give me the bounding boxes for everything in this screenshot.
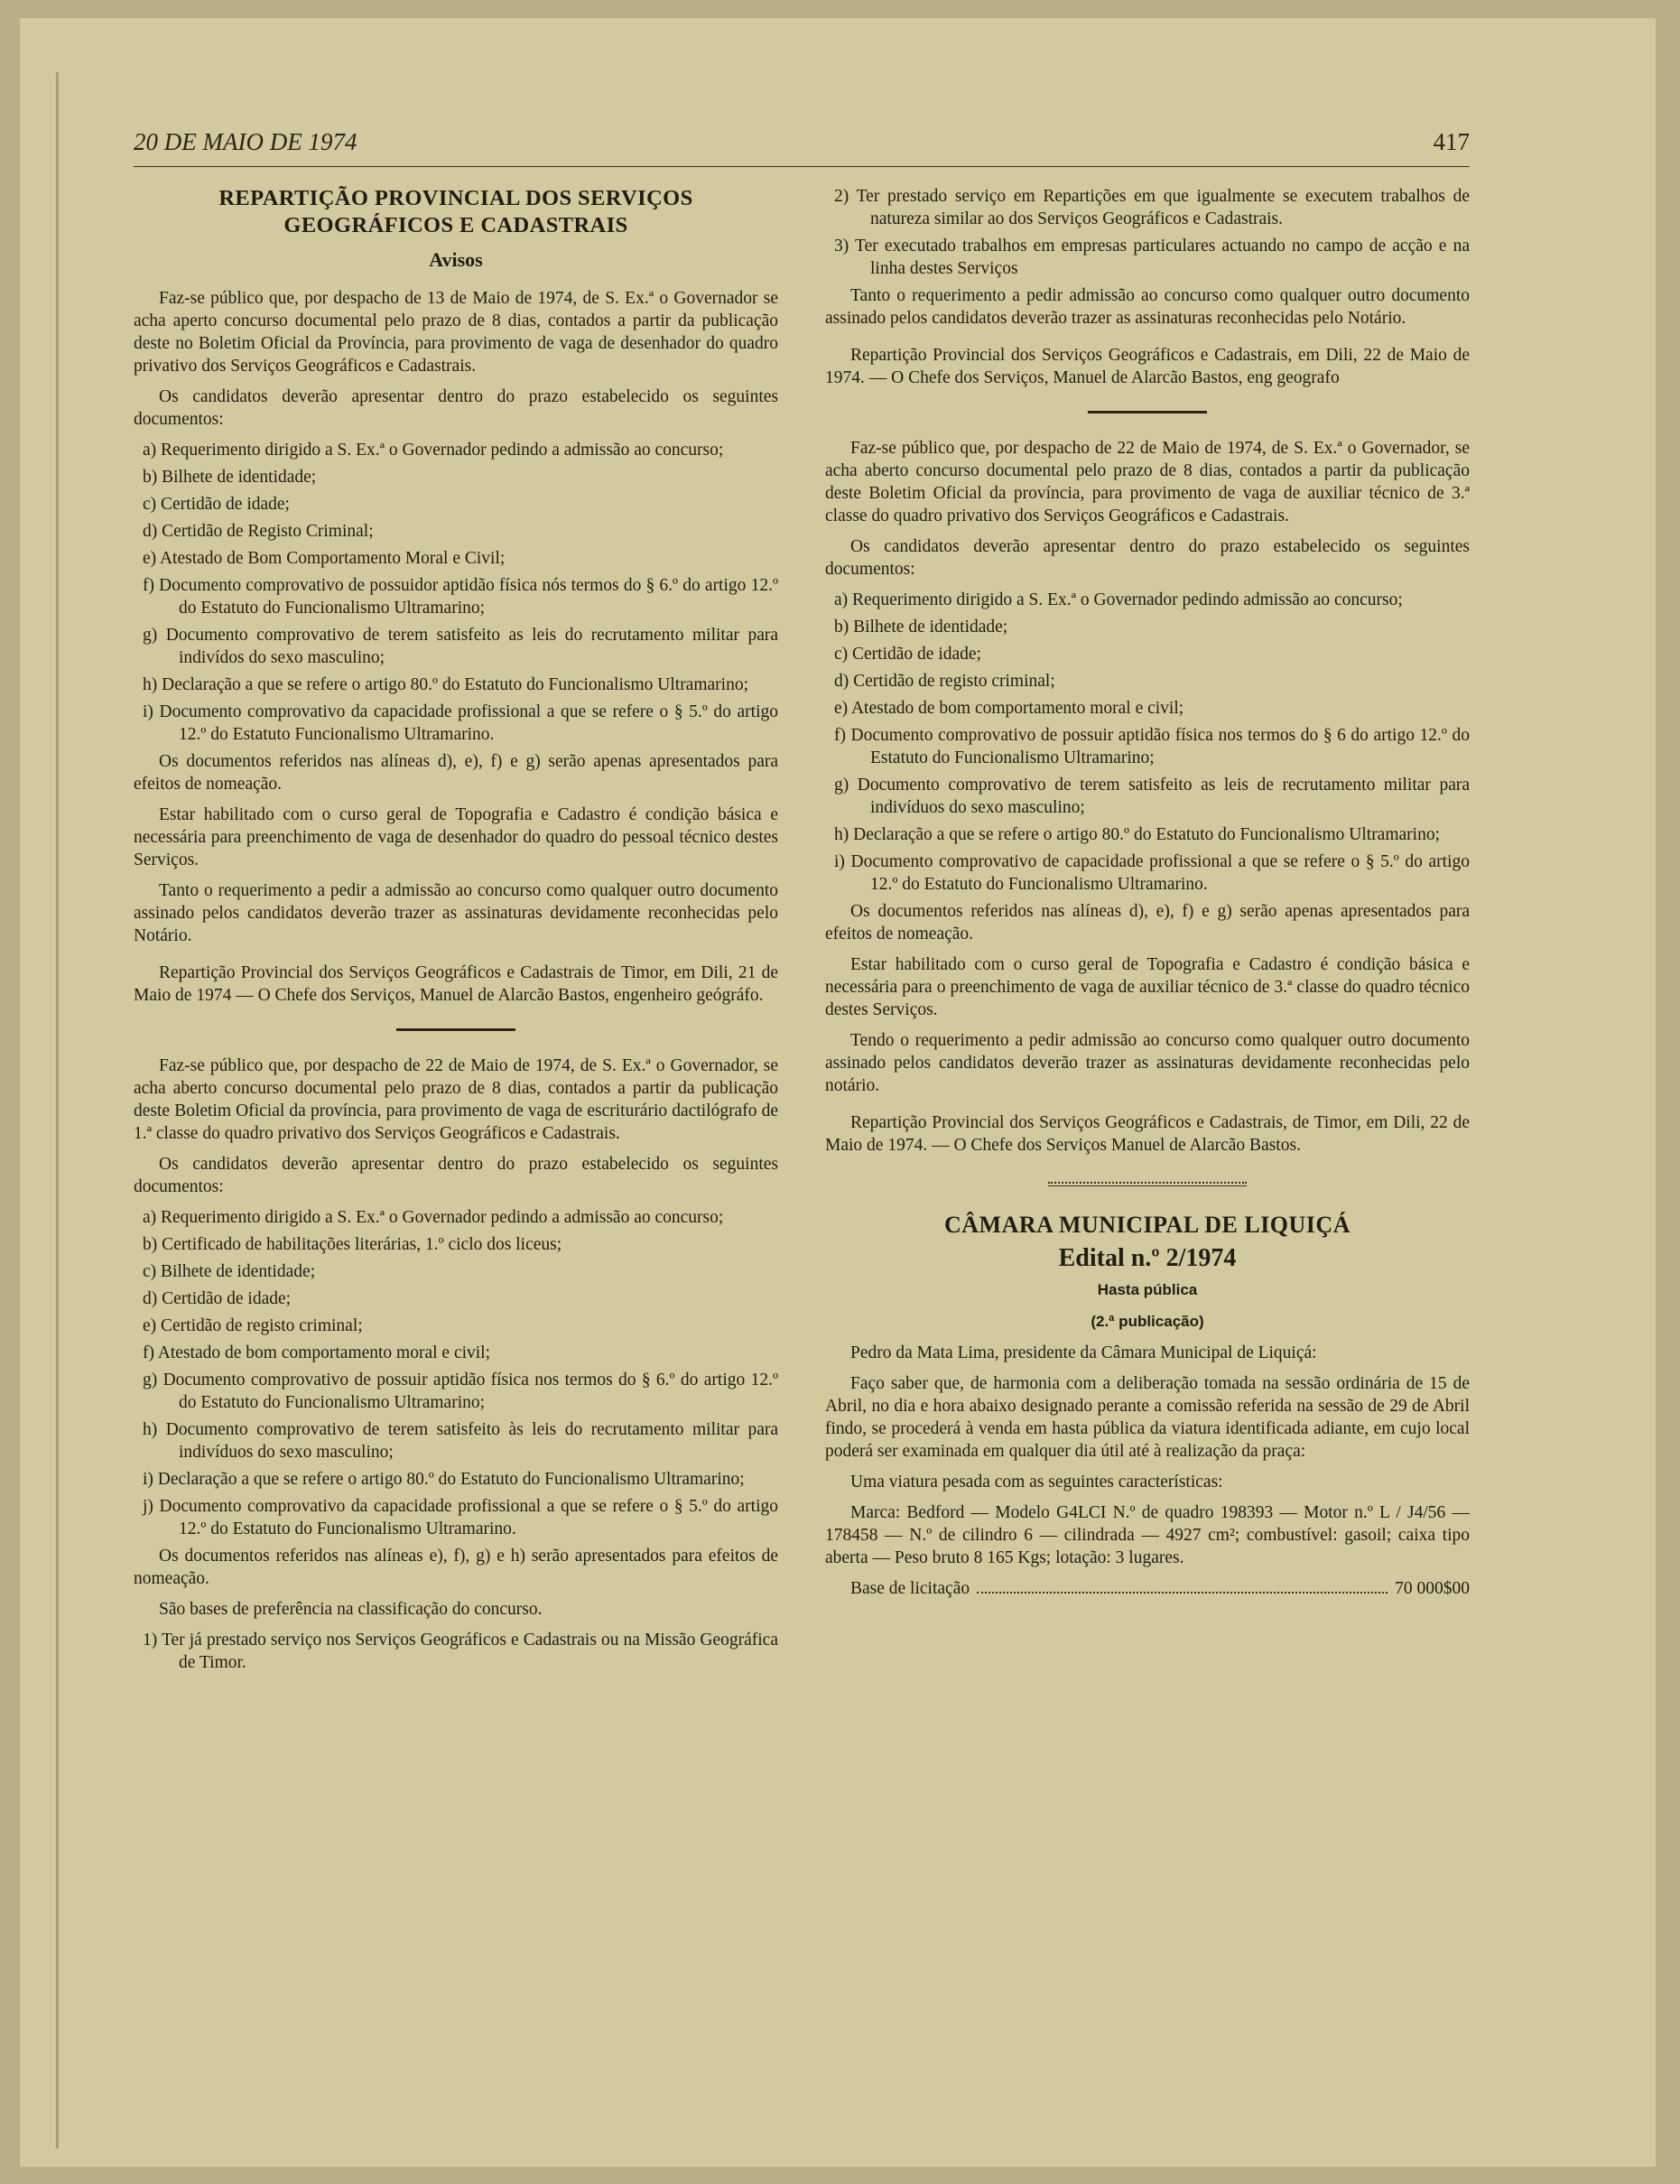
list-item: b) Bilhete de identidade; [143, 468, 317, 487]
list-item: d) Certidão de Registo Criminal; [143, 522, 374, 541]
list-item: h) Documento comprovativo de terem satisfeito às leis do recrutamento militar para indivíduos do sexo masculino; [143, 1420, 778, 1462]
list-item: 2) Ter prestado serviço em Repartições em que igualmente se executem trabalhos de natureza similar ao dos Serviços Geográficos e Cadastrais. [834, 187, 1470, 228]
section-divider [396, 1028, 515, 1031]
notice-1-signatures: Tanto o requerimento a pedir a admissão ao concurso como qualquer outro documento assinado pelos candidatos deverão trazer as assinaturas devidamente reconhecidas pelo Notário. [134, 881, 778, 945]
list-item: c) Certidão de idade; [143, 495, 290, 514]
list-item: b) Bilhete de identidade; [834, 618, 1008, 637]
bid-base-line [825, 1577, 1470, 1600]
notice-2-preference-intro: São bases de preferência na classificação do concurso. [159, 1600, 543, 1619]
publication-note: (2.ª publicação) [1091, 1313, 1204, 1330]
list-item: d) Certidão de idade; [143, 1289, 292, 1308]
list-item: i) Documento comprovativo da capacidade profissional a que se refere o § 5.º do artigo 12.º do Estatuto Funcionalismo Ultramarino. [143, 702, 778, 744]
notice-3-document-list [825, 589, 1470, 896]
list-item: 3) Ter executado trabalhos em empresas particulares actuando no campo de acção e na linha destes Serviços [834, 237, 1470, 278]
list-item: a) Requerimento dirigido a S. Ex.ª o Governador pedindo admissão ao concurso; [834, 590, 1403, 609]
notice-2-signatures: Tanto o requerimento a pedir admissão ao concurso como qualquer outro documento assinado pelos candidatos deverão trazer as assinaturas reconhecidas pelo Notário. [825, 286, 1470, 328]
notice-2-note: Os documentos referidos nas alíneas e), f), g) e h) serão apresentados para efeitos de nomeação. [134, 1547, 778, 1588]
edital-intro: Pedro da Mata Lima, presidente da Câmara Municipal de Liquiçá: [850, 1343, 1317, 1362]
list-item: j) Documento comprovativo da capacidade profissional a que se refere o § 5.º do artigo 12.º do Estatuto do Funcionalismo Ultramarino. [143, 1497, 778, 1538]
notice-3-signatures: Tendo o requerimento a pedir admissão ao concurso como qualquer outro documento assinado pelos candidatos deverão trazer as assinaturas devidamente reconhecidas pelo notário. [825, 1031, 1470, 1095]
list-item: i) Declaração a que se refere o artigo 80.º do Estatuto do Funcionalismo Ultramarino; [143, 1470, 745, 1489]
municipal-title: CÂMARA MUNICIPAL DE LIQUIÇÁ [944, 1212, 1350, 1238]
page-header [134, 128, 1470, 167]
list-item: e) Atestado de Bom Comportamento Moral e Civil; [143, 549, 506, 568]
list-item: c) Bilhete de identidade; [143, 1262, 316, 1281]
ornamental-divider [1048, 1182, 1247, 1186]
bid-base-value: 70 000$00 [1395, 1579, 1470, 1598]
list-item: i) Documento comprovativo de capacidade profissional a que se refere o § 5.º do artigo 12.º do Estatuto do Funcionalismo Ultramarino. [834, 852, 1470, 894]
vehicle-intro: Uma viatura pesada com as seguintes características: [850, 1473, 1223, 1492]
page-edge [56, 72, 59, 2149]
notice-1-document-list [134, 439, 778, 746]
notice-1-paragraph: Faz-se público que, por despacho de 13 de Maio de 1974, de S. Ex.ª o Governador se acha aperto concurso documental pelo prazo de 8 dias, contados a partir da publicação deste no Boletim Oficial da Província, para provimento de vaga de desenhador do quadro privativo dos Serviços Geográficos e Cadastrais. [134, 289, 778, 376]
notice-1-documents-intro: Os candidatos deverão apresentar dentro do prazo estabelecido os seguintes documentos: [134, 387, 778, 429]
notice-1-requirement: Estar habilitado com o curso geral de Topografia e Cadastro é condição básica e necessária para preenchimento de vaga de desenhador do quadro do pessoal técnico destes Serviços. [134, 805, 778, 869]
list-item: d) Certidão de registo criminal; [834, 672, 1055, 691]
section-divider [1088, 411, 1207, 414]
notice-3-paragraph: Faz-se público que, por despacho de 22 de Maio de 1974, de S. Ex.ª o Governador, se acha aberto concurso documental pelo prazo de 8 dias, contados a partir da publicação deste Boletim Oficial da província, para provimento de vaga de auxiliar técnico de 3.ª classe do quadro privativo dos Serviços Geográficos e Cadastrais. [825, 439, 1470, 525]
header-date: 20 DE MAIO DE 1974 [134, 128, 357, 155]
notice-1-note: Os documentos referidos nas alíneas d), e), f) e g) serão apenas apresentados para efeitos de nomeação. [134, 752, 778, 794]
list-item: g) Documento comprovativo de terem satisfeito as leis de recrutamento militar para indivíduos do sexo masculino; [834, 776, 1470, 817]
notice-2-paragraph: Faz-se público que, por despacho de 22 de Maio de 1974, de S. Ex.ª o Governador, se acha aberto concurso documental pelo prazo de 8 dias, contados a partir da publicação deste Boletim Oficial da província, para provimento de vaga de escriturário dactilógrafo de 1.ª classe do quadro privativo dos Serviços Geográficos e Cadastrais. [134, 1056, 778, 1143]
notice-3-signature: Repartição Provincial dos Serviços Geográficos e Cadastrais, de Timor, em Dili, 22 de Maio de 1974. — O Chefe dos Serviços Manuel de Alarcão Bastos. [825, 1113, 1470, 1155]
list-item: a) Requerimento dirigido a S. Ex.ª o Governador pedindo a admissão ao concurso; [143, 1208, 724, 1227]
notice-1-signature: Repartição Provincial dos Serviços Geográficos e Cadastrais de Timor, em Dili, 21 de Maio de 1974 — O Chefe dos Serviços, Manuel de Alarcão Bastos, engenheiro geógráfo. [134, 963, 778, 1005]
notice-3-documents-intro: Os candidatos deverão apresentar dentro do prazo estabelecido os seguintes documentos: [825, 537, 1470, 579]
list-item: e) Atestado de bom comportamento moral e civil; [834, 699, 1184, 718]
page-number: 417 [1433, 128, 1470, 155]
left-column [134, 185, 778, 1678]
list-item: e) Certidão de registo criminal; [143, 1316, 363, 1335]
section-subtitle: Avisos [429, 248, 483, 271]
list-item: g) Documento comprovativo de possuir aptidão física nos termos do § 6.º do artigo 12.º do Estatuto do Funcionalismo Ultramarino; [143, 1371, 778, 1412]
notice-2-signature: Repartição Provincial dos Serviços Geográficos e Cadastrais, em Dili, 22 de Maio de 1974. — O Chefe dos Serviços, Manuel de Alarcão Bastos, eng geografo [825, 346, 1470, 387]
bid-base-label: Base de licitação [850, 1579, 970, 1598]
notice-3-note: Os documentos referidos nas alíneas d), e), f) e g) serão apenas apresentados para efeitos de nomeação. [825, 902, 1470, 943]
notice-3-requirement: Estar habilitado com o curso geral de Topografia e Cadastro é condição básica e necessária para o preenchimento de vaga de auxiliar técnico de 3.ª classe do quadro técnico destes Serviços. [825, 955, 1470, 1019]
edital-body: Faço saber que, de harmonia com a deliberação tomada na sessão ordinária de 15 de Abril, no dia e hora abaixo designado perante a comissão referida na sessão de 29 de Abril findo, se procederá à venda em hasta pública da viatura identificada adiante, em cujo local poderá ser examinada em qualquer dia útil até à realização da praça: [825, 1374, 1470, 1461]
vehicle-specs: Marca: Bedford — Modelo G4LCI N.º de quadro 198393 — Motor n.º L / J4/56 — 178458 — N.º de cilindro 6 — cilindrada — 4927 cm²; combustível: gasoil; caixa tipo aberta — Peso bruto 8 165 Kgs; lotação: 3 lugares. [825, 1503, 1470, 1567]
list-item: h) Declaração a que se refere o artigo 80.º do Estatuto do Funcionalismo Ultramarino; [143, 675, 748, 694]
notice-2-document-list [134, 1206, 778, 1540]
edital-number: Edital n.º 2/1974 [1058, 1244, 1237, 1272]
list-item: f) Documento comprovativo de possuidor aptidão física nós termos do § 6.º do artigo 12.º do Estatuto do Funcionalismo Ultramarino; [143, 576, 778, 618]
auction-heading: Hasta pública [1097, 1281, 1198, 1298]
list-item: a) Requerimento dirigido a S. Ex.ª o Governador pedindo a admissão ao concurso; [143, 441, 724, 460]
list-item: h) Declaração a que se refere o artigo 80.º do Estatuto do Funcionalismo Ultramarino; [834, 825, 1440, 844]
section-title: REPARTIÇÃO PROVINCIAL DOS SERVIÇOS GEOGRÁFICOS E CADASTRAIS [218, 186, 693, 237]
notice-2-documents-intro: Os candidatos deverão apresentar dentro do prazo estabelecido os seguintes documentos: [134, 1155, 778, 1196]
list-item: f) Atestado de bom comportamento moral e civil; [143, 1343, 491, 1362]
right-column [825, 185, 1470, 1600]
list-item: b) Certificado de habilitações literárias, 1.º ciclo dos liceus; [143, 1235, 562, 1254]
dot-leader [977, 1592, 1388, 1594]
list-item: g) Documento comprovativo de terem satisfeito as leis do recrutamento militar para indivídos do sexo masculino; [143, 626, 778, 667]
list-item: c) Certidão de idade; [834, 645, 981, 664]
list-item: 1) Ter já prestado serviço nos Serviços Geográficos e Cadastrais ou na Missão Geográfica de Timor. [143, 1631, 778, 1672]
list-item: f) Documento comprovativo de possuir aptidão física nos termos do § 6 do artigo 12.º do Estatuto do Funcionalismo Ultramarino; [834, 726, 1470, 767]
